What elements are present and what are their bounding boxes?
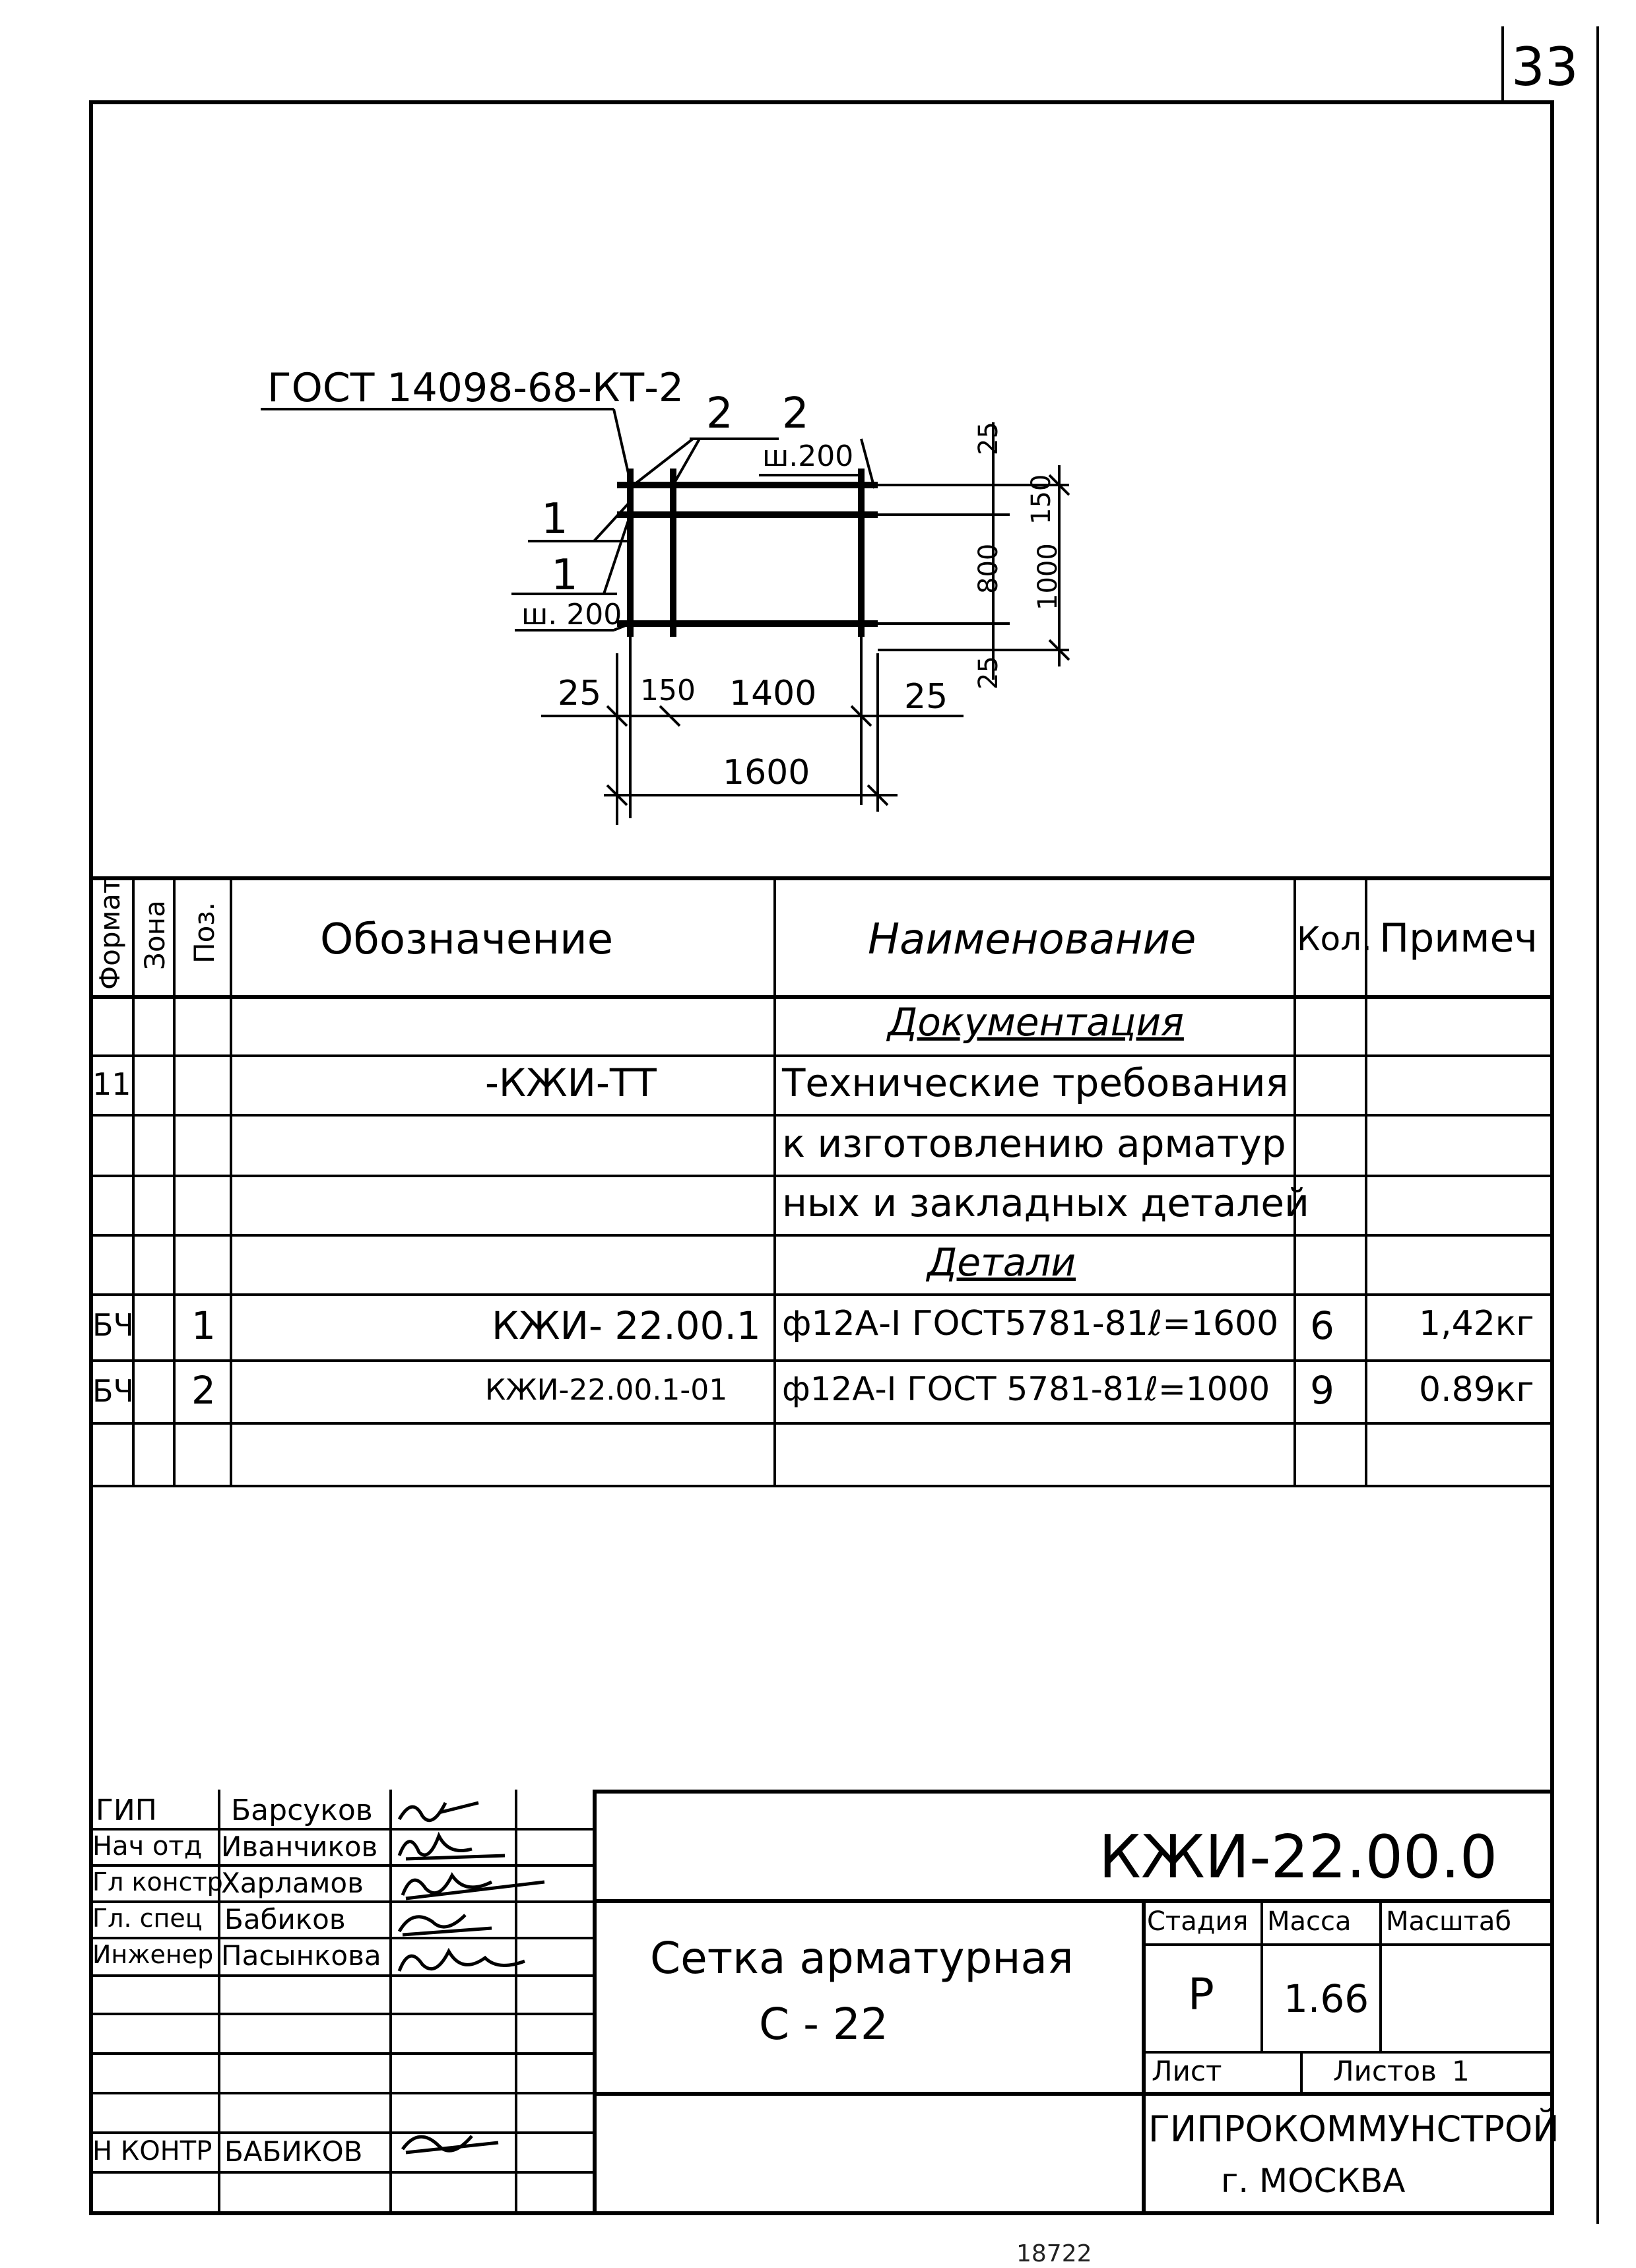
dim-1400: 1400 [729,674,817,713]
role-engineer: Инженер [92,1940,214,1969]
step-label-top: ш.200 [762,439,854,473]
product-title-line2: С - 22 [759,1999,888,2050]
dim-150-right: 150 [1026,474,1057,525]
stamp-sheets-col [1300,2051,1303,2092]
pos-label-left-2: 1 [551,551,578,600]
row-designation: КЖИ-22.00.1-01 [485,1373,728,1407]
col-line [230,876,232,1487]
name-chief-constructor: Харламов [221,1867,364,1899]
stamp-scale-col [1379,1899,1382,2051]
pos-label-top-1: 2 [706,389,733,438]
role-chief-constructor: Гл констр [92,1867,223,1896]
sheets-value: 1 [1452,2055,1470,2087]
table-line-top [89,876,1554,880]
row-line [89,1114,1554,1117]
header-zone: Зона [139,900,171,970]
role-gip: ГИП [96,1794,157,1827]
dim-150-bottom: 150 [640,674,696,707]
row-line [89,1293,1554,1296]
doc-name-line1: Технические требования [782,1060,1289,1105]
row-line [89,1234,1554,1237]
name-gip: Барсуков [231,1794,373,1827]
stamp-mass-col [1260,1899,1263,2051]
dim-1600: 1600 [723,753,810,793]
row-name: ф12А-I ГОСТ 5781-81ℓ=1000 [782,1370,1270,1408]
col-line [173,876,176,1487]
scale-label: Масштаб [1386,1906,1512,1937]
row-format: БЧ [92,1373,135,1409]
row-line [89,1485,1554,1487]
footer-fragment: 18722 [1016,2240,1092,2267]
header-designation: Обозначение [320,915,614,964]
table-line-header [89,995,1554,999]
doc-name-line2: к изготовлению арматур [782,1121,1286,1166]
row-name: ф12А-I ГОСТ5781-81ℓ=1600 [782,1304,1279,1344]
sig-col [218,1790,220,2215]
row-pos: 2 [191,1368,216,1413]
header-name: Наименование [868,915,1196,964]
stamp-top-line [594,1790,1554,1794]
row-format: БЧ [92,1307,135,1343]
dim-25-bottom-right: 25 [973,656,1004,690]
header-format: Формат [94,877,126,990]
row-qty: 9 [1310,1368,1334,1413]
header-qty: Кол. [1297,920,1372,958]
mass-value: 1.66 [1284,1976,1369,2021]
step-label-left: ш. 200 [521,598,622,632]
product-title-line1: Сетка арматурная [650,1933,1074,1984]
dim-800: 800 [973,543,1004,594]
row-line [89,1359,1554,1362]
section-documentation: Документация [888,1000,1184,1045]
dim-25-left: 25 [558,674,602,713]
row-designation: КЖИ- 22.00.1 [492,1303,761,1348]
organization-name: ГИПРОКОММУНСТРОЙ [1148,2108,1559,2150]
row-line [89,1422,1554,1425]
col-line [773,876,776,1487]
mass-label: Масса [1267,1906,1352,1937]
dim-25-top: 25 [973,422,1004,455]
doc-name-line3: ных и закладных деталей [782,1181,1309,1225]
gost-label: ГОСТ 14098-68-КТ-2 [267,365,684,411]
row-pos: 1 [191,1303,216,1348]
mesh-sketch [0,0,1636,858]
stage-label: Стадия [1147,1906,1249,1937]
role-head-dept: Нач отд [92,1831,203,1862]
signatures [393,1790,551,2186]
stamp-stage-line [1142,1943,1554,1946]
row-note: 0.89кг [1419,1370,1534,1409]
stamp-title-line [594,2092,1554,2096]
page-number: 33 [1511,36,1579,98]
dim-1000: 1000 [1033,543,1063,610]
organization-city: г. МОСКВА [1221,2162,1406,2200]
name-norm-control: БАБИКОВ [224,2135,363,2168]
pos-label-top-2: 2 [782,389,809,438]
stamp-code-line [594,1899,1554,1903]
sheets-label: Листов [1333,2055,1437,2087]
doc-code: КЖИ-22.00.0 [1099,1823,1498,1892]
doc-format: 11 [92,1066,131,1102]
dim-25-bottom: 25 [904,677,948,717]
header-note: Примеч [1379,915,1538,961]
name-engineer: Пасынкова [221,1939,381,1972]
stage-value: Р [1188,1969,1214,2020]
col-line [1365,876,1367,1487]
role-chief-specialist: Гл. спец [92,1904,203,1933]
name-head-dept: Иванчиков [221,1831,378,1863]
stamp-right-col [1142,1899,1146,2215]
row-note: 1,42кг [1419,1304,1534,1344]
pos-label-left-1: 1 [541,495,568,544]
row-line [89,1054,1554,1057]
name-chief-specialist: Бабиков [224,1903,346,1935]
stamp-main-divider [593,1790,597,2215]
doc-designation: -КЖИ-ТТ [485,1060,657,1105]
header-pos: Поз. [188,902,220,963]
stamp-sheet-line [1142,2051,1554,2054]
row-qty: 6 [1310,1303,1334,1348]
sheet-label: Лист [1152,2055,1222,2087]
section-details: Детали [927,1240,1076,1285]
role-norm-control: Н КОНТР [92,2136,213,2166]
row-line [89,1175,1554,1177]
sig-col [389,1790,392,2215]
